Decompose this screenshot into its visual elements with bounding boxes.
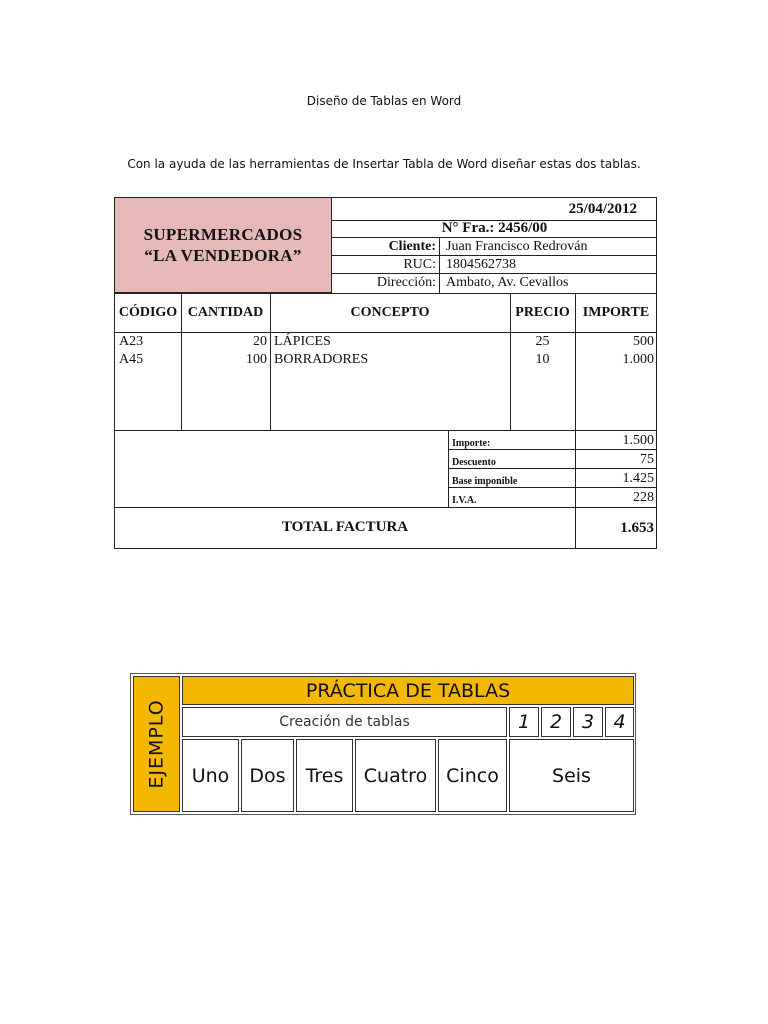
invoice-number: N° Fra.: 2456/00 [441,220,548,236]
row-1-codigo: A23 [119,334,144,349]
company-name-cell [115,198,332,293]
summary-importe-value: 1.500 [622,433,654,448]
cliente-label: Cliente: [388,239,436,254]
header-codigo: CÓDIGO [118,305,178,320]
word-cell-dos: Dos [241,739,294,812]
header-importe: IMPORTE [582,305,650,320]
cliente-value: Juan Francisco Redrován [446,239,588,254]
company-line-2: “LA VENDEDORA” [144,246,302,265]
row-2-precio: 10 [535,352,550,367]
number-cell-4: 4 [605,707,634,737]
word-cell-uno: Uno [182,739,239,812]
invoice-table [114,197,657,549]
row-1-importe: 500 [633,334,654,349]
ruc-label: RUC: [403,257,436,272]
row-1-cantidad: 20 [253,334,267,349]
invoice-date: 25/04/2012 [568,201,637,217]
document-title: Diseño de Tablas en Word [306,94,462,108]
ejemplo-cell [133,676,180,812]
company-line-1: SUPERMERCADOS [143,225,303,244]
row-2-concepto: BORRADORES [274,352,369,367]
practica-title: PRÁCTICA DE TABLAS [182,676,634,705]
summary-descuento-label: Descuento [452,457,496,468]
summary-descuento-value: 75 [640,452,654,467]
summary-iva-label: I.V.A. [452,495,477,506]
direccion-value: Ambato, Av. Cevallos [446,275,569,290]
ruc-value: 1804562738 [446,257,516,272]
header-cantidad: CANTIDAD [187,305,264,320]
row-2-cantidad: 100 [246,352,267,367]
practica-table [130,673,636,815]
word-cell-seis: Seis [509,739,634,812]
total-value: 1.653 [620,520,654,536]
direccion-label: Dirección: [376,275,436,290]
word-cell-tres: Tres [296,739,353,812]
word-cell-cuatro: Cuatro [355,739,436,812]
total-label: TOTAL FACTURA [281,519,409,535]
number-cell-2: 2 [541,707,571,737]
header-concepto: CONCEPTO [350,305,430,320]
summary-base-label: Base imponible [452,476,518,487]
row-1-concepto: LÁPICES [274,334,331,349]
number-cell-3: 3 [573,707,603,737]
row-2-importe: 1.000 [622,352,654,367]
document-instruction: Con la ayuda de las herramientas de Insertar Tabla de Word diseñar estas dos tablas. [127,157,641,171]
practica-subtitle: Creación de tablas [182,707,507,737]
summary-importe-label: Importe: [452,438,491,449]
header-precio: PRECIO [515,305,570,320]
row-2-codigo: A45 [119,352,144,367]
ejemplo-label: EJEMPLO [145,699,168,789]
summary-base-value: 1.425 [622,471,654,486]
summary-iva-value: 228 [633,490,654,505]
word-cell-cinco: Cinco [438,739,507,812]
row-1-precio: 25 [535,334,550,349]
number-cell-1: 1 [509,707,539,737]
